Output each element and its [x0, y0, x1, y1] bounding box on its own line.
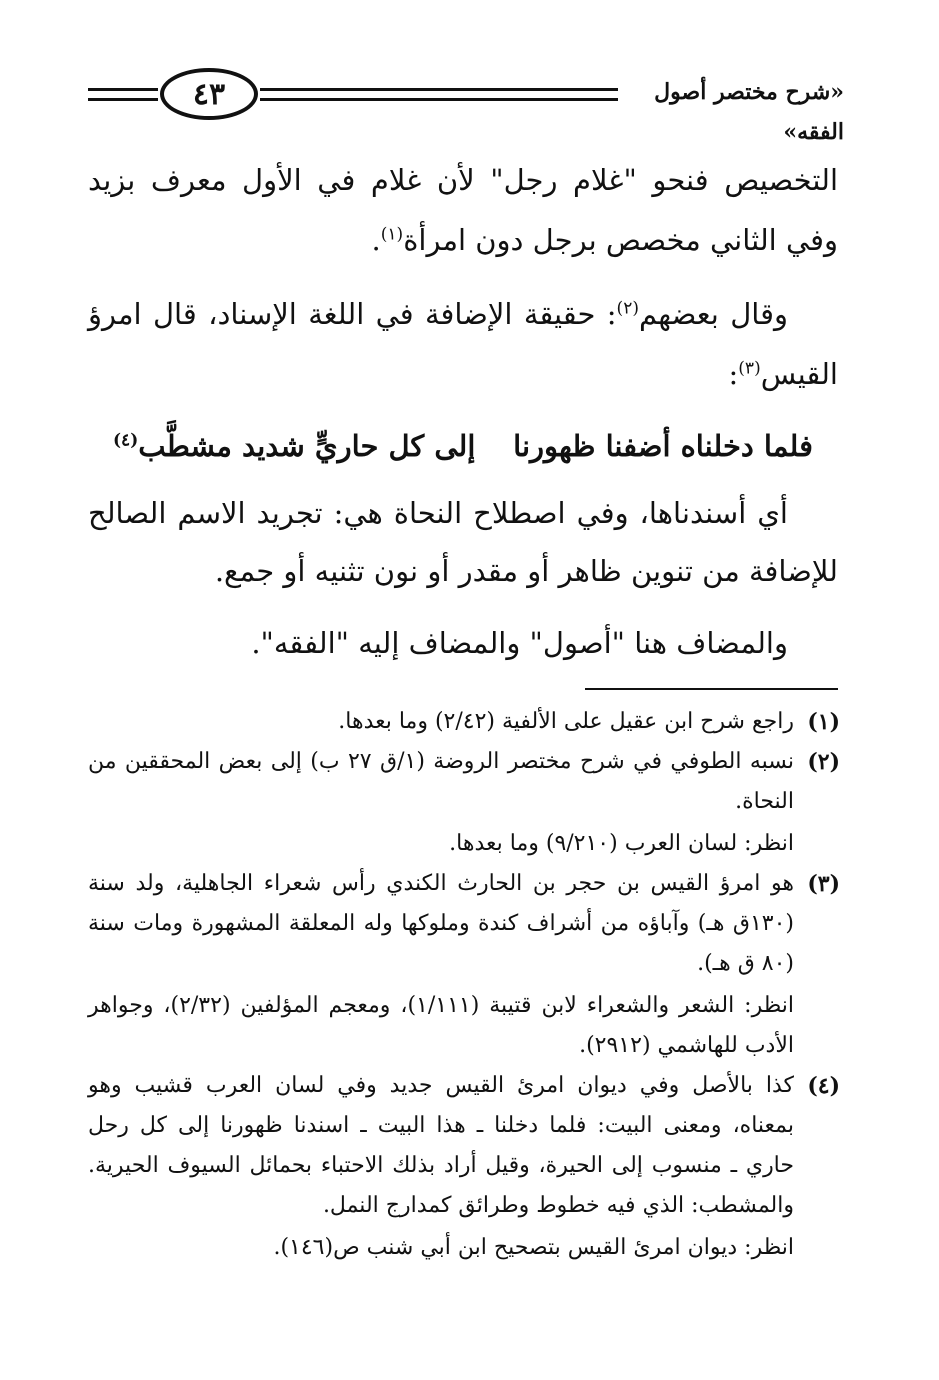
paragraph-3: أي أسندناها، وفي اصطلاح النحاة هي: تجريد الاسم الصالح للإضافة من تنوين ظاهر أو مقدر أو نون تثنيه أو جمع.	[88, 496, 838, 588]
footnote-see-also: انظر: لسان العرب (٩/٢١٠) وما بعدها.	[449, 831, 794, 856]
poetry-verse	[88, 418, 838, 474]
main-text-continued	[88, 484, 838, 672]
paragraph-2	[88, 284, 838, 404]
running-title: «شرح مختصر أصول الفقه»	[654, 79, 844, 145]
footnote-line: راجع شرح ابن عقيل على الألفية (٢/٤٢) وما بعدها.	[338, 709, 794, 734]
footnote-4	[88, 1066, 840, 1268]
paragraph-1-text: التخصيص فنحو "غلام رجل" لأن غلام في الأول معرف بزيد وفي الثاني مخصص برجل دون امرأة	[88, 163, 838, 257]
footnote-number: (٤)	[807, 1073, 840, 1099]
paragraph-1-end: .	[371, 223, 381, 257]
footnote-3	[88, 864, 840, 1066]
paragraph-2-text-b: : حقيقة الإضافة في اللغة الإسناد، قال امرؤ القيس	[88, 297, 838, 391]
verse-second-hemistich: إلى كل حاريٍّ شديد مشطَّب	[138, 429, 476, 463]
footnote-divider	[585, 688, 838, 690]
footnote-line: هو امرؤ القيس بن حجر بن الحارث الكندي رأس شعراء الجاهلية، ولد سنة (١٣٠ق هـ) وآباؤه من أشراف كندة وملوكها وله المعلقة المشهورة ومات سنة (٨٠ ق هـ).	[88, 871, 794, 976]
paragraph-2-text: وقال بعضهم	[638, 297, 788, 331]
verse-second-hemistich-wrap	[113, 418, 475, 474]
verse-first-hemistich: فلما دخلناه أضفنا ظهورنا	[513, 429, 813, 463]
header-rule-bottom-right	[260, 98, 618, 101]
footnote-body	[88, 864, 794, 1066]
footnotes	[88, 702, 840, 1268]
footnote-1	[88, 702, 840, 742]
footnote-ref-4: (٤)	[113, 430, 139, 451]
footnote-see-also: انظر: ديوان امرئ القيس بتصحيح ابن أبي شنب ص(١٤٦).	[273, 1235, 794, 1260]
paragraph-2-end: :	[728, 357, 739, 391]
footnote-line: نسبه الطوفي في شرح مختصر الروضة (١/ق ٢٧ ب) إلى بعض المحققين من النحاة.	[88, 749, 795, 814]
header-rule-bottom	[88, 98, 158, 101]
footnote-body	[88, 742, 794, 864]
header-rule-top-right	[260, 88, 618, 91]
footnote-number: (١)	[807, 709, 840, 735]
footnote-ref-2: (٢)	[616, 298, 639, 319]
footnote-number: (٣)	[807, 871, 840, 897]
footnote-2	[88, 742, 840, 864]
footnote-body	[88, 702, 794, 742]
footnote-ref-1: (١)	[380, 224, 404, 245]
footnote-number: (٢)	[807, 749, 840, 775]
paragraph-1	[88, 150, 838, 270]
paragraph-4: والمضاف هنا "أصول" والمضاف إليه "الفقه".	[251, 626, 788, 660]
page-number: ٤٣	[160, 68, 258, 120]
footnote-line: كذا بالأصل وفي ديوان امرئ القيس جديد وفي لسان العرب قشيب وهو بمعناه، ومعنى البيت: فلما دخلنا ـ هذا البيت ـ اسندنا ظهورنا إلى كل رحل حاري ـ منسوب إلى الحيرة، وقيل أراد بذلك الاحتباء بحمائل السيوف الحيرية. والمشطب: الذي فيه خطوط وطرائق كمدارج النمل.	[88, 1073, 794, 1218]
header-rule-top	[88, 88, 158, 91]
footnote-body	[88, 1066, 794, 1268]
footnote-ref-3: (٣)	[738, 358, 761, 379]
main-text	[88, 150, 838, 404]
footnote-see-also: انظر: الشعر والشعراء لابن قتيبة (١/١١١)، ومعجم المؤلفين (٢/٣٢)، وجواهر الأدب للهاشمي (٢٩١٢).	[88, 993, 794, 1058]
